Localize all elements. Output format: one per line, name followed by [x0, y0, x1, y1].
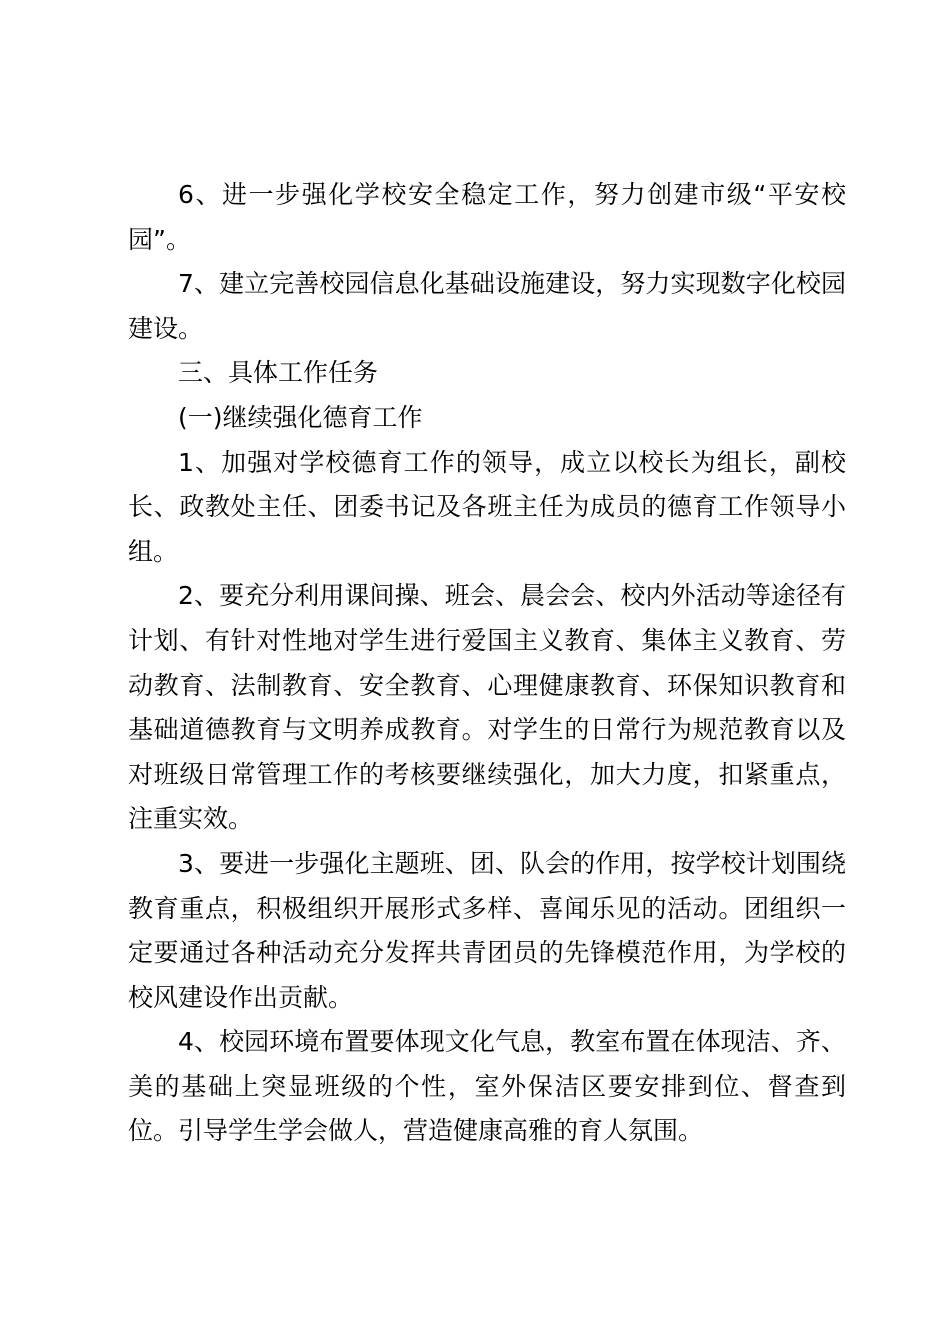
paragraph-item-4: 4、校园环境布置要体现文化气息，教室布置在体现洁、齐、美的基础上突显班级的个性，室外保洁区要安排到位、督查到位。引导学生学会做人，营造健康高雅的育人氛围。 — [128, 1027, 846, 1146]
section-heading: 三、具体工作任务 — [178, 358, 379, 388]
paragraph-item-3: 3、要进一步强化主题班、团、队会的作用，按学校计划围绕教育重点，积极组织开展形式多样、喜闻乐见的活动。团组织一定要通过各种活动充分发挥共青团员的先锋模范作用，为学校的校风建设作出贡献。 — [128, 848, 846, 1012]
paragraph-item-1: 1、加强对学校德育工作的领导，成立以校长为组长，副校长、政教处主任、团委书记及各班主任为成员的德育工作领导小组。 — [128, 447, 846, 566]
paragraph-item-2: 2、要充分利用课间操、班会、晨会会、校内外活动等途径有计划、有针对性地对学生进行爱国主义教育、集体主义教育、劳动教育、法制教育、安全教育、心理健康教育、环保知识教育和基础道德教育与文明养成教育。对学生的日常行为规范教育以及对班级日常管理工作的考核要继续强化，加大力度，扣紧重点，注重实效。 — [128, 581, 846, 834]
paragraph-item-7: 7、建立完善校园信息化基础设施建设，努力实现数字化校园建设。 — [128, 269, 846, 343]
document-body — [128, 173, 846, 1154]
paragraph-item-6: 6、进一步强化学校安全稳定工作，努力创建市级“平安校园”。 — [128, 180, 846, 254]
subsection-heading: (一)继续强化德育工作 — [178, 402, 423, 432]
